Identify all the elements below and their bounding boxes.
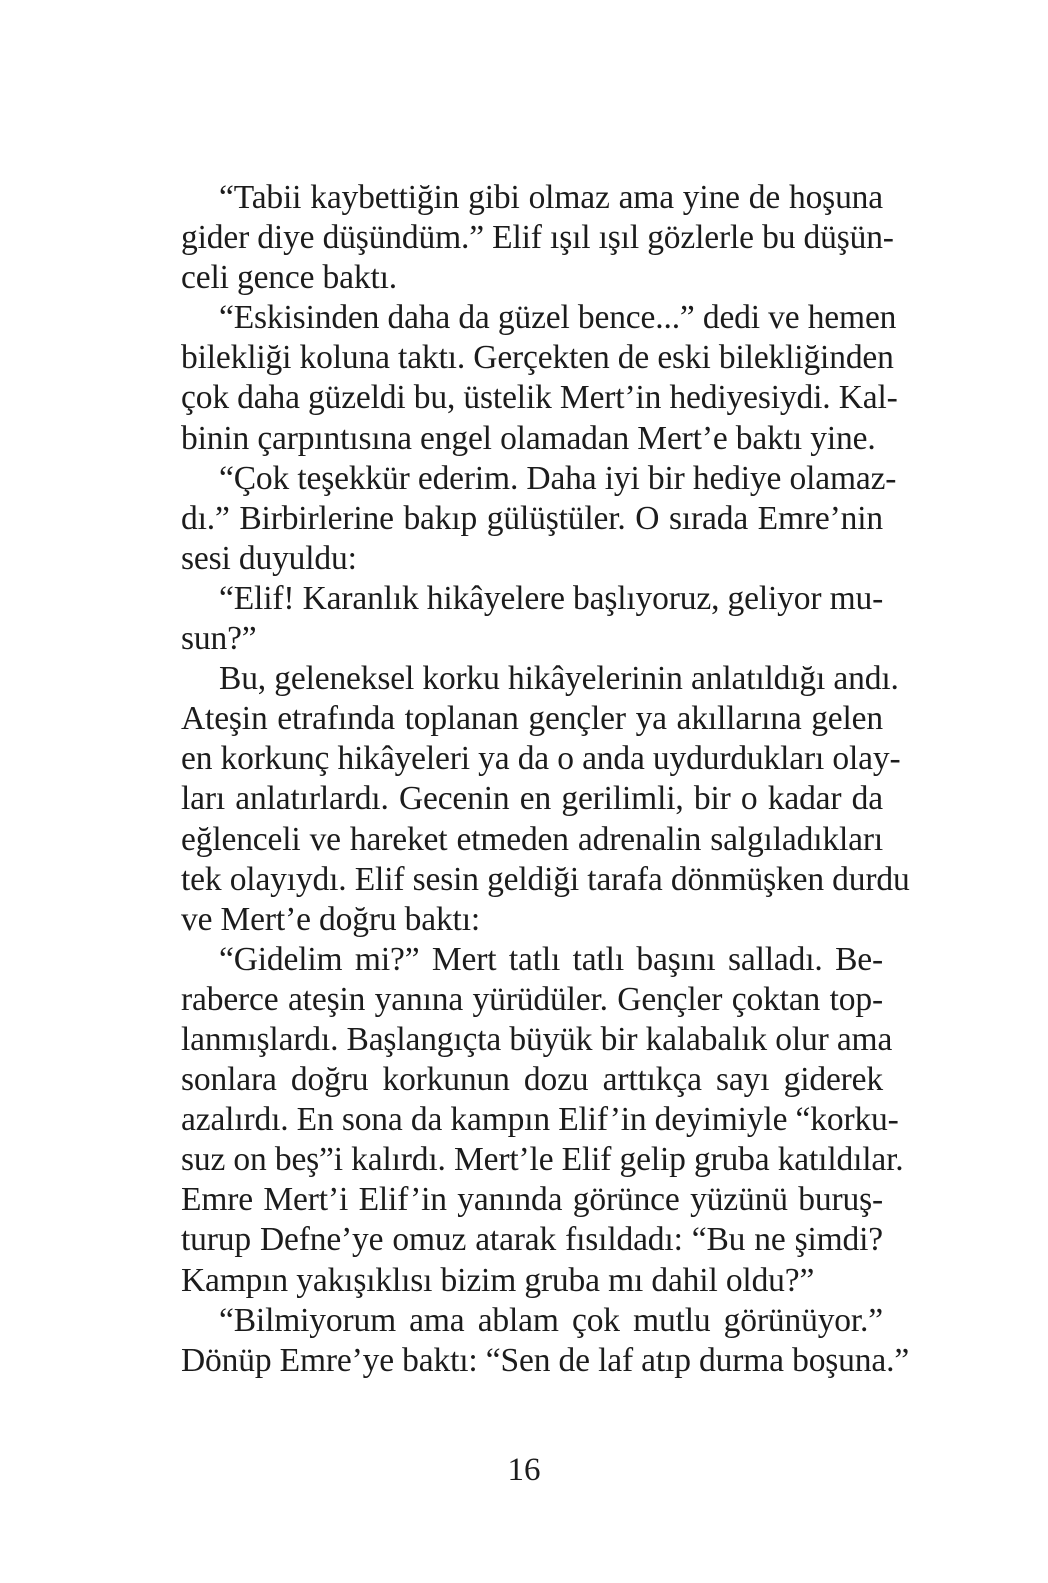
text-line: binin çarpıntısına engel olamadan Mert’e baktı yine. — [181, 419, 876, 457]
text-line: lanmışlardı. Başlangıçta büyük bir kalabalık olur ama — [181, 1020, 893, 1058]
text-line: eğlenceli ve hareket etmeden adrenalin salgıladıkları — [181, 820, 883, 858]
text-line: raberce ateşin yanına yürüdüler. Gençler çoktan top- — [181, 980, 883, 1018]
text-line: “Bilmiyorum ama ablam çok mutlu görünüyor.” — [219, 1301, 883, 1339]
text-line: Ateşin etrafında toplanan gençler ya akıllarına gelen — [181, 700, 883, 738]
text-line: turup Defne’ye omuz atarak fısıldadı: “Bu ne şimdi? — [181, 1221, 883, 1259]
text-line: “Elif! Karanlık hikâyelere başlıyoruz, geliyor mu- — [219, 579, 884, 617]
text-line: en korkunç hikâyeleri ya da o anda uydurdukları olay- — [181, 740, 901, 778]
text-line: sonlara doğru korkunun dozu arttıkça sayı giderek — [181, 1061, 883, 1099]
text-line: tek olayıydı. Elif sesin geldiği tarafa dönmüşken durdu — [181, 860, 910, 898]
text-line: Bu, geleneksel korku hikâyelerinin anlatıldığı andı. — [219, 660, 899, 698]
text-line: dı.” Birbirlerine bakıp gülüştüler. O sırada Emre’nin — [181, 499, 883, 537]
text-line: “Gidelim mi?” Mert tatlı tatlı başını salladı. Be- — [219, 940, 883, 978]
text-line: sesi duyuldu: — [181, 539, 357, 577]
text-line: Emre Mert’i Elif’in yanında görünce yüzünü buruş- — [181, 1181, 883, 1219]
text-line: gider diye düşündüm.” Elif ışıl ışıl gözlerle bu düşün- — [181, 219, 894, 257]
text-line: Dönüp Emre’ye baktı: “Sen de laf atıp durma boşuna.” — [181, 1341, 910, 1379]
text-line: suz on beş”i kalırdı. Mert’le Elif gelip gruba katıldılar. — [181, 1141, 904, 1179]
text-line: “Çok teşekkür ederim. Daha iyi bir hediye olamaz- — [219, 459, 897, 497]
text-line: celi gence baktı. — [181, 259, 398, 297]
text-line: Kampın yakışıklısı bizim gruba mı dahil oldu?” — [181, 1261, 815, 1299]
page-number: 16 — [507, 1452, 541, 1488]
text-line: ları anlatırlardı. Gecenin en gerilimli, bir o kadar da — [181, 780, 883, 818]
text-line: “Eskisinden daha da güzel bence...” dedi ve hemen — [219, 299, 897, 337]
text-line: sun?” — [181, 620, 257, 658]
text-line: “Tabii kaybettiğin gibi olmaz ama yine de hoşuna — [219, 179, 883, 216]
text-line: ve Mert’e doğru baktı: — [181, 900, 481, 938]
body-text — [181, 178, 910, 1381]
text-line: bilekliği koluna taktı. Gerçekten de eski bilekliğinden — [181, 339, 894, 377]
text-line: çok daha güzeldi bu, üstelik Mert’in hediyesiydi. Kal- — [181, 379, 898, 417]
text-line: azalırdı. En sona da kampın Elif’in deyimiyle “korku- — [181, 1101, 899, 1139]
